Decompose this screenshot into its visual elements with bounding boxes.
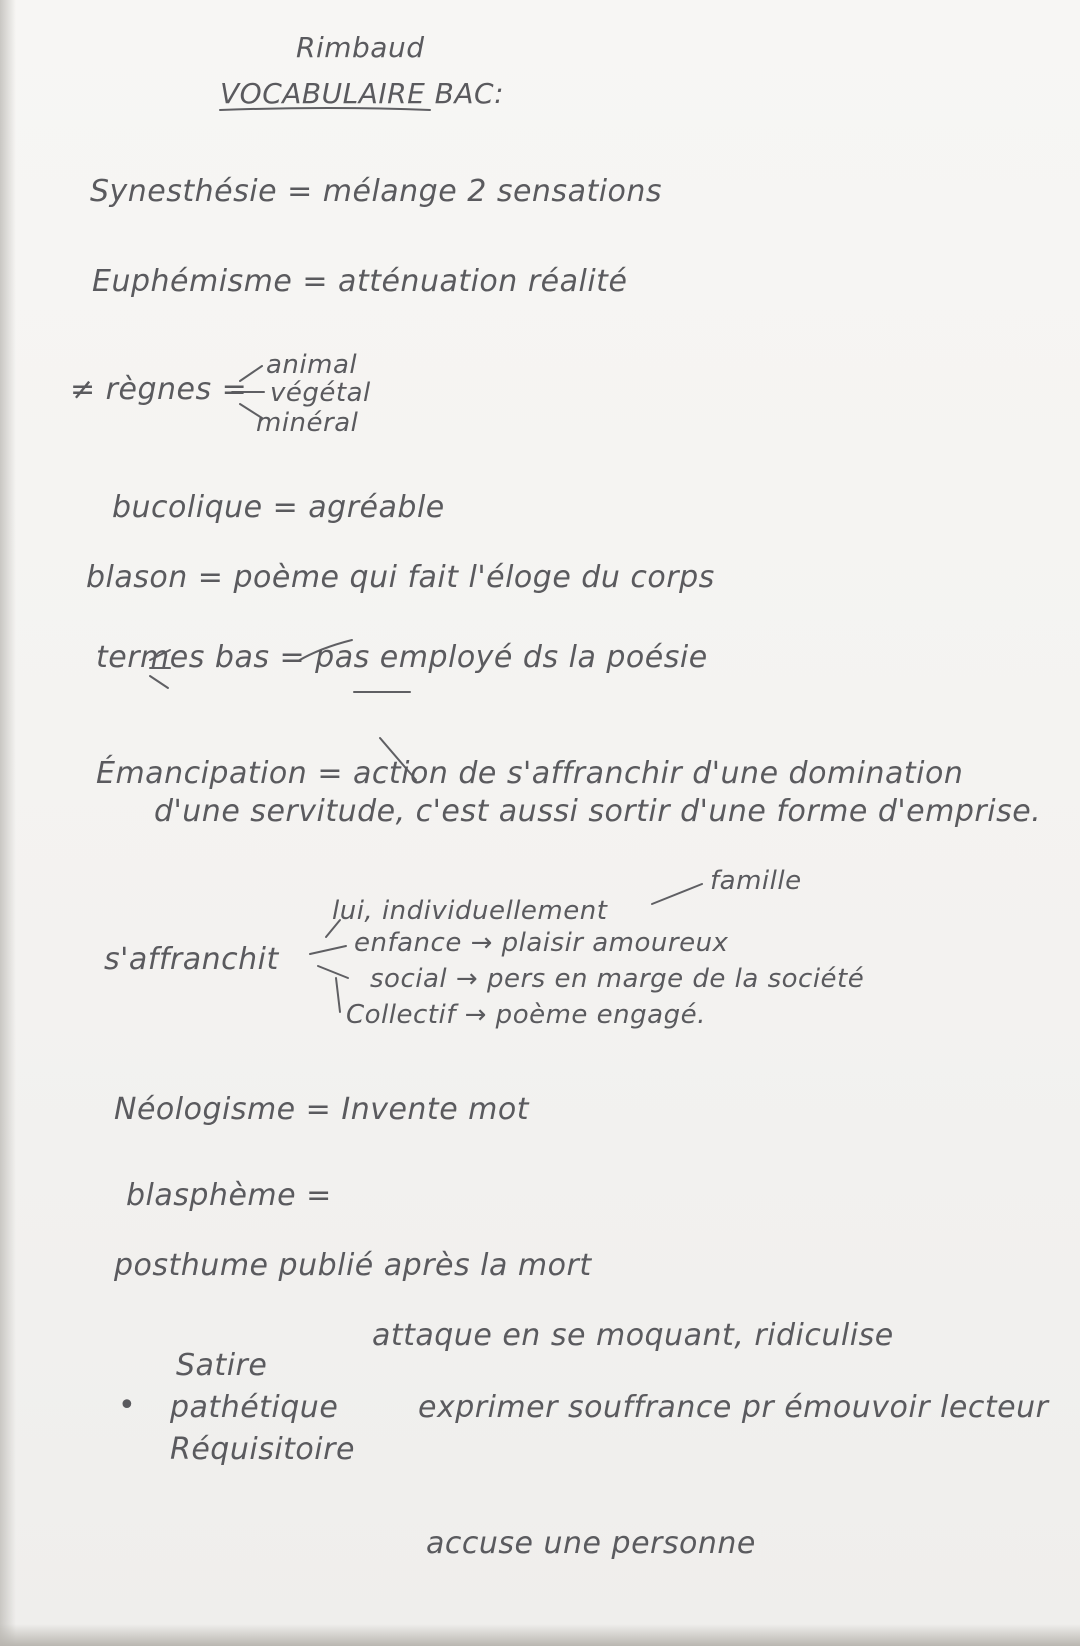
entry-blason: blason = poème qui fait l'éloge du corps [86,560,715,595]
entry-euphemisme: Euphémisme = atténuation réalité [92,264,628,299]
page-title: Rimbaud [296,31,425,64]
entry-synesthesie: Synesthésie = mélange 2 sensations [90,174,663,209]
satire-definition: attaque en se moquant, ridiculise [372,1318,894,1353]
registre-branch-bottom [150,676,168,688]
entry-posthume: posthume publié après la mort [114,1248,592,1283]
requisitoire-definition: accuse une personne [426,1526,756,1561]
entry-emancipation-line2: d'une servitude, c'est aussi sortir d'une forme d'emprise. [154,794,1042,829]
affranchit-label: s'affranchit [104,942,279,977]
affranchit-item: enfance → plaisir amoureux [354,928,729,958]
registre-pathetique: pathétique [170,1390,339,1425]
affranchit-branch-collectif [336,978,340,1012]
page-subtitle: VOCABULAIRE BAC: [220,77,505,110]
pathetique-definition: exprimer souffrance pr émouvoir lecteur [418,1390,1049,1425]
entry-emancipation-line1: Émancipation = action de s'affranchir d'une domination [96,756,964,791]
registres-bullet: • [118,1388,137,1423]
entry-bucolique: bucolique = agréable [112,490,445,525]
entry-blaspheme: blasphème = [126,1178,332,1213]
famille-branch [652,884,702,904]
affranchit-branch-social [318,966,348,978]
registre-requisitoire: Réquisitoire [170,1432,355,1467]
affranchit-branch-enfance [310,946,346,954]
regnes-item: animal [266,350,358,380]
affranchit-famille: famille [710,866,802,896]
entry-termes-bas: termes bas = pas employé ds la poésie [96,640,708,675]
registre-satire: Satire [176,1348,268,1383]
affranchit-top: lui, individuellement [332,896,608,926]
entry-regnes-label: ≠ règnes = [70,372,248,407]
regnes-item: minéral [256,408,359,438]
affranchit-item: social → pers en marge de la société [370,964,865,994]
affranchit-item: Collectif → poème engagé. [346,1000,706,1030]
entry-neologisme: Néologisme = Invente mot [114,1092,530,1127]
regnes-item: végétal [270,378,371,408]
